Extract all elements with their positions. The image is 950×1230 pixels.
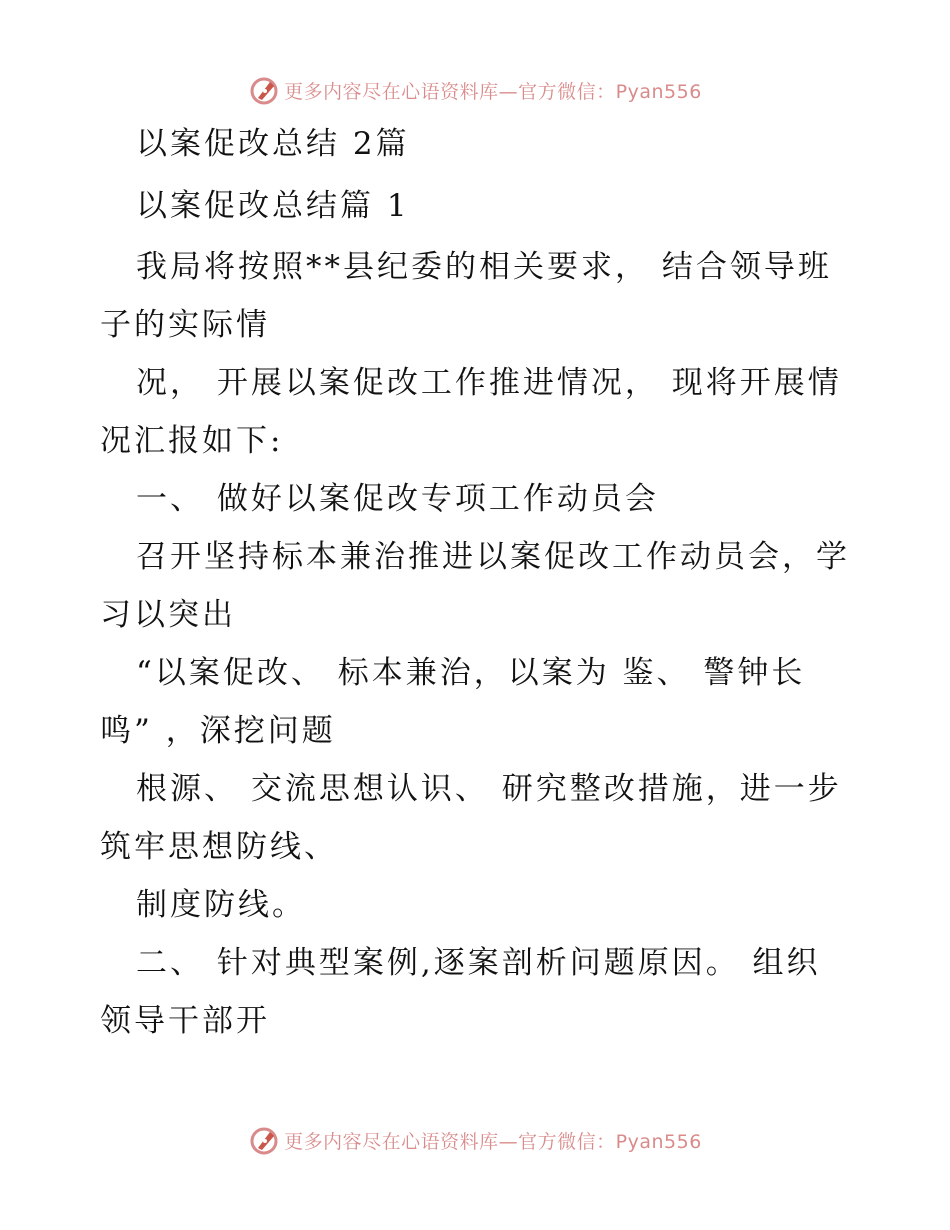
section-heading: 二、 针对典型案例,逐案剖析问题原因。 组织 bbox=[136, 945, 821, 981]
paragraph-line: 领导干部开 bbox=[100, 1003, 270, 1039]
paragraph-line: “以案促改、 标本兼治，以案为 鉴、 警钟长 bbox=[136, 655, 806, 691]
doc-subtitle: 以案促改总结篇 1 bbox=[136, 188, 410, 224]
paragraph-line: 况汇报如下: bbox=[100, 423, 284, 459]
paragraph-line: 筑牢思想防线、 bbox=[100, 829, 338, 865]
paragraph-line: 制度防线。 bbox=[136, 887, 306, 923]
section-heading: 一、 做好以案促改专项工作动员会 bbox=[136, 481, 659, 517]
pen-nib-logo-icon bbox=[248, 1124, 280, 1156]
paragraph-line: 鸣” ，深挖问题 bbox=[100, 713, 336, 749]
watermark-banner-bottom bbox=[0, 1120, 950, 1160]
paragraph-line: 习以突出 bbox=[100, 597, 236, 633]
paragraph-line: 召开坚持标本兼治推进以案促改工作动员会，学 bbox=[136, 539, 850, 575]
watermark-text: 更多内容尽在心语资料库—官方微信：Pyan556 bbox=[284, 80, 702, 103]
paragraph-line: 根源、 交流思想认识、 研究整改措施，进一步 bbox=[136, 771, 842, 807]
paragraph-line: 况， 开展以案促改工作推进情况， 现将开展情 bbox=[136, 365, 842, 401]
pen-nib-logo-icon bbox=[248, 74, 280, 106]
watermark-banner-top bbox=[0, 70, 950, 110]
paragraph-line: 我局将按照**县纪委的相关要求， 结合领导班 bbox=[136, 249, 832, 285]
watermark-text: 更多内容尽在心语资料库—官方微信：Pyan556 bbox=[284, 1130, 702, 1153]
doc-title: 以案促改总结 2篇 bbox=[136, 126, 410, 162]
paragraph-line: 子的实际情 bbox=[100, 307, 270, 343]
